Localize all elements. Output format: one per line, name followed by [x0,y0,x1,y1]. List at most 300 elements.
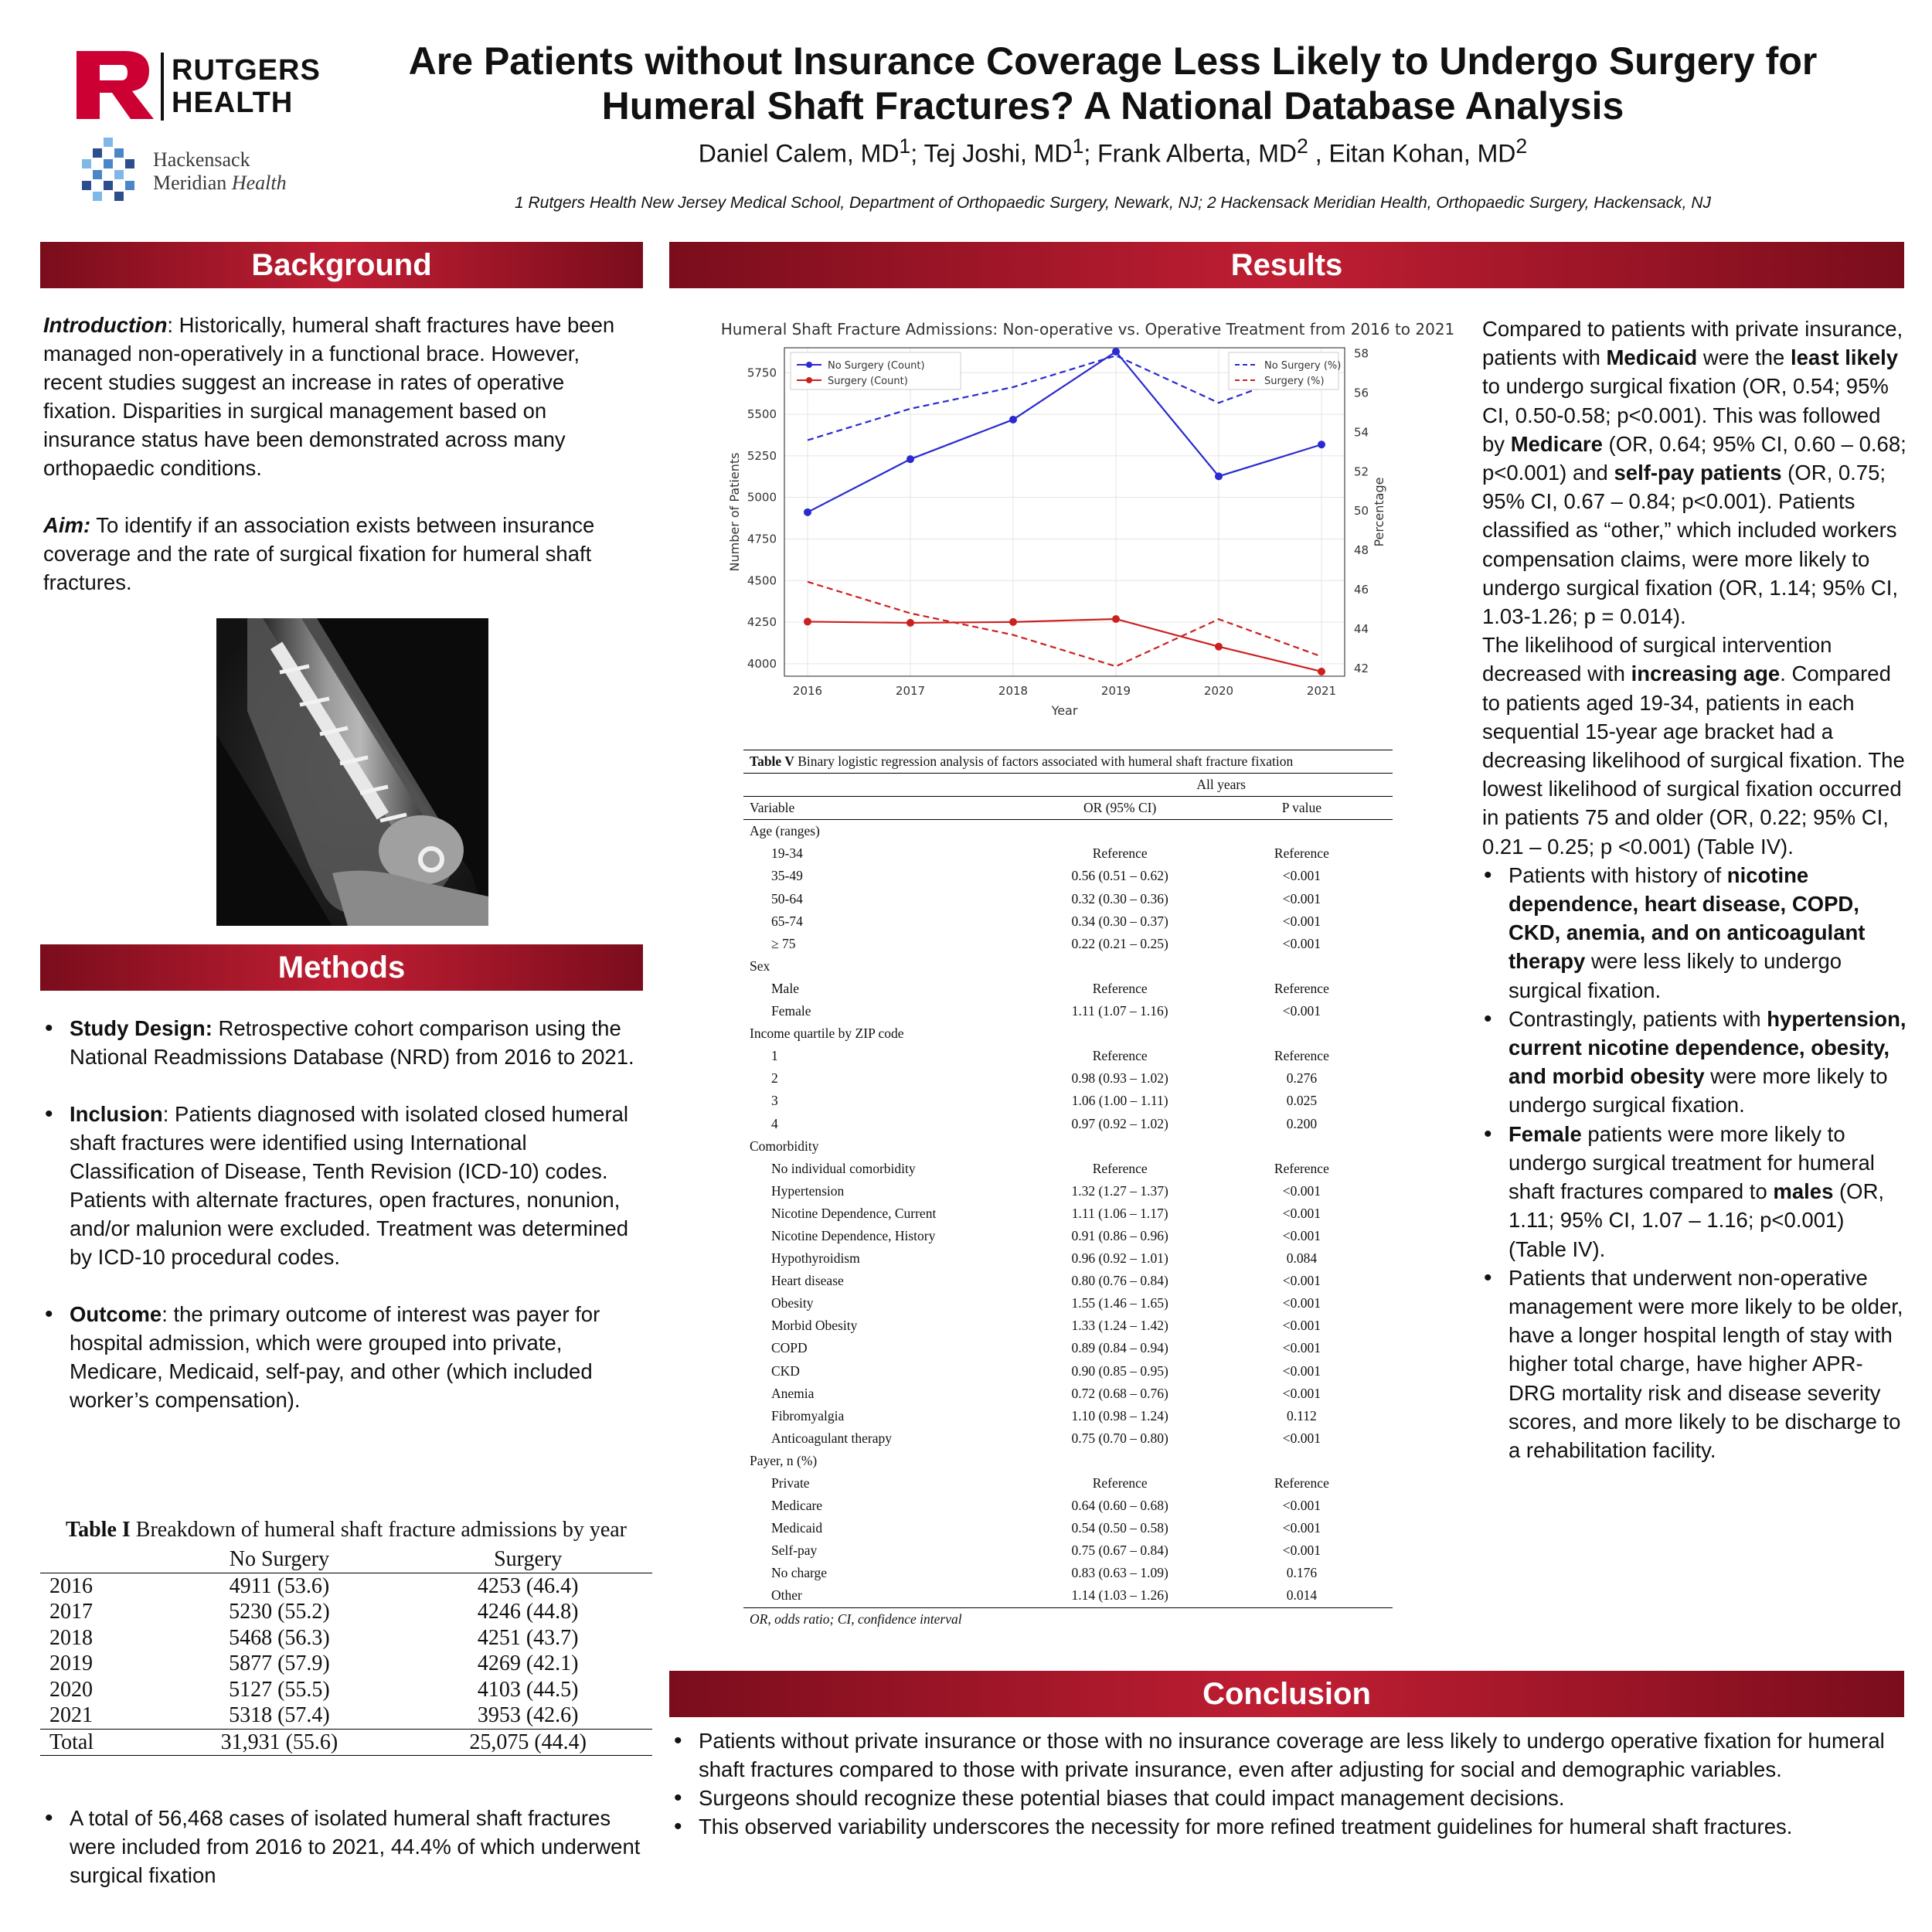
title-line2: Humeral Shaft Fractures? A National Database Analysis [601,84,1624,128]
table-row [40,1677,652,1703]
chart-x-tick-label: 2020 [1203,684,1234,698]
table-5-or: 0.56 (0.51 – 0.62) [1071,868,1168,884]
table-5-or: 0.72 (0.68 – 0.76) [1071,1385,1168,1401]
results-paragraph [1482,631,1907,861]
methods-bullet-text: Retrospective cohort comparison using the National Readmissions Database (NRD) from 2016 to 2021. [70,1016,634,1069]
table-5-or: 1.55 (1.46 – 1.65) [1071,1295,1168,1311]
chart-x-tick-label: 2017 [895,684,926,698]
conclusion-text [672,1726,1909,1841]
table-5-variable: Hypertension [771,1182,845,1199]
results-text-run: to undergo surgical fixation (OR, 0.54; 95% CI, 0.50-0.58; p<0.001). This was followed by [1482,374,1889,456]
chart-y2-tick-label: 48 [1354,543,1369,558]
results-emphasis: hypertension, current nicotine dependence, obesity, and morbid obesity [1509,1006,1906,1089]
table-row [743,1292,1393,1315]
table-row [743,1337,1393,1359]
table-1 [40,1517,652,1756]
table-row [743,842,1393,865]
table-5-variable: Female [771,1003,811,1019]
conclusion-bullet: • Surgeons should recognize these potential biases that could impact management decisions. [672,1784,1909,1812]
table-5-footnote-row [743,1607,1393,1631]
table-row [743,1022,1393,1045]
author-separator: ; [910,139,924,168]
methods-bullet-label: Inclusion [70,1102,163,1126]
table-5-header-cell: Variable [743,797,1029,820]
table-5-pvalue: <0.001 [1282,1205,1321,1221]
results-text-run: Contrastingly, patients with [1509,1006,1767,1031]
table-5-variable: Male [771,980,799,996]
chart-legend-label: No Surgery (Count) [828,360,925,372]
table-5-or: 0.54 (0.50 – 0.58) [1071,1520,1168,1536]
chart-legend-label: Surgery (%) [1264,376,1325,387]
table-5-or: 0.34 (0.30 – 0.37) [1071,913,1168,929]
table-5-pvalue: 0.200 [1286,1115,1318,1131]
table-5-variable: 2 [771,1070,778,1087]
summary-bullet: • A total of 56,468 cases of isolated humeral shaft fractures were included from 2016 to 2021, 44.4% of which underwent surgical fixation [43,1804,646,1889]
table-5-or: 1.32 (1.27 – 1.37) [1071,1182,1168,1199]
table-row [743,1067,1393,1090]
table-row [743,1405,1393,1427]
table-cell: 2020 [49,1677,93,1702]
chart-y2-tick-label: 42 [1354,661,1369,675]
table-1-caption-label: Table I [65,1518,131,1542]
table-5-or: Reference [1092,1160,1148,1176]
table-5-body [743,750,1393,1631]
table-row [743,1113,1393,1135]
table-cell: 5318 (57.4) [229,1703,330,1727]
chart-y-tick-label: 5500 [747,407,777,422]
chart-y2-tick-label: 50 [1354,504,1369,519]
results-emphasis: Medicare [1510,431,1603,456]
table-cell: 5127 (55.5) [229,1677,330,1702]
chart-data-point [1215,643,1223,651]
table-5-pvalue: 0.084 [1286,1250,1318,1267]
conclusion-bullet: • Patients without private insurance or those with no insurance coverage are less likely to undergo operative fixation for humeral shaft fractures compared to those with private insurance, even after adjusting for social and demographic variables. [672,1726,1909,1784]
chart-data-point [1009,416,1017,423]
table-5-pvalue: 0.112 [1287,1407,1317,1423]
table-5-or: 0.96 (0.92 – 1.01) [1071,1250,1168,1267]
author-name: Eitan Kohan, MD [1328,139,1516,168]
table-5-or: Reference [1092,1475,1148,1491]
table-5-pvalue [1211,1135,1393,1158]
chart-legend-label: Surgery (Count) [828,376,908,387]
table-row [40,1702,652,1729]
table-5-pvalue: <0.001 [1282,1003,1321,1019]
author-separator: ; [1083,139,1098,168]
chart-y-tick-label: 4500 [747,573,777,588]
aim-paragraph [43,511,638,597]
table-5-variable: Comorbidity [750,1138,819,1154]
results-text-run: (OR, 0.75; 95% CI, 0.67 – 0.84; p<0.001). Patients classified as “other,” which included workers compensation claims, were more likely to undergo surgical fixation (OR, 1.14; 95% CI, 1.03-1.26; p = 0.014). [1482,461,1899,629]
chart-data-point [1215,472,1223,480]
table-5-pvalue: <0.001 [1282,1520,1321,1536]
table-5-pvalue: 0.025 [1286,1093,1318,1109]
table-5-pvalue: <0.001 [1282,1543,1321,1559]
table-cell: 5230 (55.2) [229,1600,330,1624]
table-5-pvalue: <0.001 [1282,1385,1321,1401]
results-text-run: were the [1697,345,1791,370]
chart-y2-tick-label: 56 [1354,386,1369,400]
table-row [743,1383,1393,1405]
results-emphasis: least likely [1790,345,1899,370]
table-5-pvalue: <0.001 [1282,890,1321,906]
table-5-variable: 65-74 [771,913,803,929]
table-5-or: Reference [1092,980,1148,996]
results-emphasis: Medicaid [1606,345,1698,370]
table-5-or [1029,820,1211,843]
table-5-pvalue: <0.001 [1282,1273,1321,1289]
table-5-variable: 1 [771,1048,778,1064]
chart-y-tick-label: 4750 [747,532,777,546]
results-text-run: (OR, 0.64; 95% CI, 0.60 – 0.68; p<0.001) and [1482,431,1906,485]
table-5-variable: Heart disease [771,1273,844,1289]
methods-bullet [43,1014,646,1071]
methods-header: Methods [40,944,643,991]
table-5-header-cell: P value [1211,797,1393,820]
methods-bullet-text: : Patients diagnosed with isolated closed humeral shaft fractures were identified using International Classification of Disease, Tenth Revision (ICD-10) codes. Patients with alternate fractures, open fractures, nonunion, and/or malunion were excluded. Treatment was determined by ICD-10 procedural codes. [70,1102,629,1269]
chart-y2-tick-label: 46 [1354,583,1369,597]
conclusion-list [672,1726,1909,1841]
table-5-pvalue: Reference [1274,1475,1329,1491]
table-row [743,1158,1393,1180]
table-5-pvalue: <0.001 [1282,1362,1321,1379]
table-5-all-years-row [743,774,1393,797]
table-5-pvalue: <0.001 [1282,1295,1321,1311]
table-5-pvalue: 0.014 [1286,1587,1318,1604]
table-5-or: 0.80 (0.76 – 0.84) [1071,1273,1168,1289]
table-5-variable: Anemia [771,1385,815,1401]
table-row [743,1135,1393,1158]
table-row [743,1450,1393,1472]
chart-plot-frame [784,348,1345,676]
table-5-variable: Nicotine Dependence, History [771,1227,936,1243]
chart-y-tick-label: 5750 [747,366,777,380]
chart-data-point [1318,440,1325,448]
table-row [743,955,1393,978]
author-name: Frank Alberta, MD [1097,139,1297,168]
table-row [743,1517,1393,1539]
hmh-line2a: Meridian [153,172,232,194]
chart-data-point [1112,348,1120,355]
table-5-all-years: All years [1196,777,1246,793]
table-row [743,1202,1393,1225]
results-text-run: Compared to patients with private insurance, patients with [1482,317,1903,370]
table-5-pvalue: <0.001 [1282,1182,1321,1199]
table-5-variable: ≥ 75 [771,935,796,951]
chart-y2-tick-label: 58 [1354,346,1369,361]
results-emphasis: increasing age [1631,662,1781,686]
chart-data-point [1009,618,1017,626]
table-row [743,1045,1393,1067]
table-5-footnote: OR, odds ratio; CI, confidence interval [743,1607,1393,1631]
table-5-variable: Nicotine Dependence, Current [771,1205,937,1221]
table-5-or [1029,955,1211,978]
table-5-header-row [743,797,1393,820]
table-5-or: 0.83 (0.63 – 1.09) [1071,1565,1168,1581]
chart-x-tick-label: 2019 [1100,684,1131,698]
aim-label: Aim: [43,513,91,537]
table-row [743,910,1393,933]
table-5-or: 0.97 (0.92 – 1.02) [1071,1115,1168,1131]
results-bullet [1482,1120,1907,1264]
conclusion-bullet: • This observed variability underscores the necessity for more refined treatment guidelines for humeral shaft fractures. [672,1812,1909,1841]
table-5-or: 1.33 (1.24 – 1.42) [1071,1318,1168,1334]
chart-y2-axis-label: Percentage [1372,477,1386,547]
results-bullet-list [1482,861,1907,1464]
table-5-caption-label: Table V [750,753,794,769]
table-cell: 2017 [49,1600,93,1624]
table-5-variable: Medicaid [771,1520,823,1536]
chart-y-tick-label: 4000 [747,656,777,671]
background-header: Background [40,242,643,288]
table-5-pvalue [1211,955,1393,978]
chart-legend-label: No Surgery (%) [1264,360,1342,372]
table-1-body [40,1573,652,1756]
table-5-variable: Obesity [771,1295,814,1311]
table-cell: 4246 (44.8) [477,1600,579,1624]
table-cell: 2019 [49,1651,93,1675]
rutgers-health-wordmark [172,54,321,119]
table-row [743,933,1393,955]
chart-svg [672,313,1461,730]
table-5-pvalue [1211,820,1393,843]
table-cell: 4269 (42.1) [477,1651,579,1675]
table-5-pvalue: <0.001 [1282,1340,1321,1356]
table-row [40,1651,652,1677]
table-5-or: 0.89 (0.84 – 0.94) [1071,1340,1168,1356]
author-affiliation-number: 1 [1072,134,1084,158]
author-affiliation-number: 1 [899,134,911,158]
chart-x-tick-label: 2016 [792,684,823,698]
table-row [40,1599,652,1625]
conclusion-header: Conclusion [669,1671,1904,1717]
table-5-variable: Private [771,1475,810,1491]
table-5-pvalue: <0.001 [1282,1227,1321,1243]
hackensack-logo-icon [77,138,141,201]
table-5-pvalue: <0.001 [1282,1430,1321,1446]
aim-text: To identify if an association exists between insurance coverage and the rate of surgical fixation for humeral shaft fractures. [43,513,595,594]
table-5-variable: Income quartile by ZIP code [750,1026,904,1042]
chart-y-tick-label: 4250 [747,615,777,630]
table-row [743,820,1393,843]
table-5-pvalue: <0.001 [1282,868,1321,884]
table-row [743,1000,1393,1022]
table-row [743,1225,1393,1247]
table-row [743,1090,1393,1112]
background-text [43,311,638,625]
table-row [743,1247,1393,1270]
table-5-pvalue: <0.001 [1282,1318,1321,1334]
table-row [743,1427,1393,1450]
table-5-caption [743,750,1393,774]
table-5-or: 0.75 (0.67 – 0.84) [1071,1543,1168,1559]
rutgers-r-logo [73,48,158,122]
chart-data-point [906,455,914,463]
results-text-run: patients were more likely to undergo surgical treatment for humeral shaft fractures compared to [1509,1121,1875,1204]
chart-y2-tick-label: 54 [1354,425,1369,440]
table-1-caption [40,1517,652,1546]
chart-x-tick-label: 2021 [1306,684,1337,698]
table-5-pvalue: 0.276 [1286,1070,1318,1087]
table-5-or [1029,1022,1211,1045]
table-5 [743,750,1393,1631]
table-5-pvalue: <0.001 [1282,913,1321,929]
results-bullet [1482,861,1907,1005]
chart-data-point [804,617,811,625]
methods-bullet [43,1300,646,1414]
table-row [743,865,1393,887]
table-5-variable: 3 [771,1093,778,1109]
table-row [743,888,1393,910]
table-5-or: 1.06 (1.00 – 1.11) [1071,1093,1168,1109]
affiliations: 1 Rutgers Health New Jersey Medical School, Department of Orthopaedic Surgery, Newark, NJ; 2 Hackensack Meridian Health, Orthopaedic Surgery, Hackensack, NJ [514,194,1712,212]
intro-text: : Historically, humeral shaft fractures have been managed non-operatively in a functional brace. However, recent studies suggest an increase in rates of operative fixation. Disparities in surgical management based on insurance status have been demonstrated across many orthopaedic conditions. [43,313,615,480]
poster-title [340,39,1886,128]
results-emphasis: nicotine dependence, heart disease, COPD, CKD, anemia, and on anticoagulant therapy [1509,862,1866,974]
table-5-or: 0.22 (0.21 – 0.25) [1071,935,1168,951]
table-5-variable: Hypothyroidism [771,1250,860,1267]
table-5-or: 0.32 (0.30 – 0.36) [1071,890,1168,906]
table-row [743,1562,1393,1584]
author-affiliation-number: 2 [1515,134,1528,158]
hmh-line2b: Health [231,172,287,194]
table-5-variable: Payer, n (%) [750,1452,818,1468]
chart-y-tick-label: 5000 [747,490,777,505]
chart-data-point [1318,668,1325,675]
table-5-pvalue: Reference [1274,845,1329,862]
table-cell: 4103 (44.5) [477,1677,579,1702]
table-5-pvalue: <0.001 [1282,935,1321,951]
table-5-or: 1.11 (1.07 – 1.16) [1071,1003,1168,1019]
table-5-or: 0.91 (0.86 – 0.96) [1071,1227,1168,1243]
table-5-or: 0.98 (0.93 – 1.02) [1071,1070,1168,1087]
table-row [743,1360,1393,1383]
table-1-header-row [40,1546,652,1573]
table-row [743,1584,1393,1607]
table-cell: 5877 (57.9) [229,1651,330,1675]
results-emphasis: males [1773,1179,1834,1204]
chart-data-point [804,509,811,516]
admissions-chart [672,313,1461,730]
table-5-variable: CKD [771,1362,800,1379]
table-row [40,1625,652,1651]
results-text-run: Patients that underwent non-operative management were more likely to be older, have a longer hospital length of stay with higher total charge, have higher APR-DRG mortality risk and disease severity scores, and more likely to be discharge to a rehabilitation facility. [1509,1265,1903,1462]
table-5-pvalue [1211,1450,1393,1472]
table-5-variable: Morbid Obesity [771,1318,858,1334]
table-1-caption-text: Breakdown of humeral shaft fracture admissions by year [130,1518,628,1542]
chart-data-point [906,619,914,627]
table-cell: Total [40,1729,155,1756]
table-5-or: 0.90 (0.85 – 0.95) [1071,1362,1168,1379]
table-5-caption-row [743,750,1393,774]
rutgers-wordmark-line1: RUTGERS [172,54,321,87]
summary-text [43,1804,646,1918]
results-text-run: Patients with history of [1509,862,1727,887]
chart-legend-marker [806,362,812,368]
table-cell: 3953 (42.6) [477,1703,579,1727]
results-bullet [1482,1264,1907,1464]
results-paragraph [1482,315,1907,631]
author-list [340,131,1886,168]
table-5-variable: Medicare [771,1498,823,1514]
table-5-variable: Other [771,1587,802,1604]
table-cell: 5468 (56.3) [229,1625,330,1650]
table-5-caption-text: Binary logistic regression analysis of factors associated with humeral shaft fracture fixation [794,753,1294,769]
chart-x-axis-label: Year [1051,703,1078,718]
table-cell: 4253 (46.4) [477,1573,579,1598]
table-5-variable: Fibromyalgia [771,1407,845,1423]
author-name: Tej Joshi, MD [923,139,1073,168]
results-emphasis: self-pay patients [1614,461,1782,485]
table-row [743,1180,1393,1202]
table-5-or: Reference [1092,845,1148,862]
author-name: Daniel Calem, MD [698,139,900,168]
table-1-header-cell: No Surgery [155,1546,404,1573]
chart-y2-tick-label: 44 [1354,621,1369,636]
table-cell: 25,075 (44.4) [403,1729,652,1756]
table-5-variable: No individual comorbidity [771,1160,916,1176]
hmh-line1: Hackensack [153,148,250,171]
table-row [743,1270,1393,1292]
table-5-variable: Sex [750,957,770,974]
table-row [743,1539,1393,1562]
methods-bullet [43,1100,646,1271]
chart-legend-marker [806,377,812,383]
xray-image [216,618,488,926]
results-emphasis: Female [1509,1121,1582,1146]
table-5-or: 1.14 (1.03 – 1.26) [1071,1587,1168,1604]
table-cell: 4251 (43.7) [477,1625,579,1650]
table-row [40,1573,652,1599]
table-5-variable: No charge [771,1565,828,1581]
rutgers-wordmark-line2: HEALTH [172,87,294,119]
hackensack-wordmark [153,148,287,195]
introduction-paragraph [43,311,638,482]
methods-bullet-label: Outcome [70,1302,162,1326]
table-5-pvalue [1211,1022,1393,1045]
table-5-variable: Age (ranges) [750,823,820,839]
results-text-run: The likelihood of surgical intervention decreased with [1482,633,1832,686]
results-text-run: were less likely to undergo surgical fixation. [1509,949,1842,1002]
table-5-or [1029,1450,1211,1472]
table-5-pvalue: Reference [1274,1048,1329,1064]
table-5-header-cell: OR (95% CI) [1029,797,1211,820]
table-cell: 31,931 (55.6) [155,1729,404,1756]
table-1-header-cell [40,1546,155,1573]
methods-bullet-label: Study Design: [70,1016,213,1040]
table-1-header-cell: Surgery [403,1546,652,1573]
table-5-or: 0.64 (0.60 – 0.68) [1071,1498,1168,1514]
table-5-or: 0.75 (0.70 – 0.80) [1071,1430,1168,1446]
table-5-or: Reference [1092,1048,1148,1064]
results-text [1482,315,1907,1464]
table-5-variable: 35-49 [771,868,803,884]
logo-divider [161,53,164,121]
table-5-variable: Self-pay [771,1543,818,1559]
table-row [743,1315,1393,1337]
title-line1: Are Patients without Insurance Coverage Less Likely to Undergo Surgery for [408,39,1818,83]
table-5-variable: Anticoagulant therapy [771,1430,892,1446]
table-cell: 2021 [49,1703,93,1727]
table-cell: 2018 [49,1625,93,1650]
table-5-or: 1.10 (0.98 – 1.24) [1071,1407,1168,1423]
table-5-pvalue: 0.176 [1286,1565,1318,1581]
results-bullet [1482,1005,1907,1120]
table-5-pvalue: Reference [1274,1160,1329,1176]
results-text-run: (OR, 1.11; 95% CI, 1.07 – 1.16; p<0.001) (Table IV). [1509,1179,1885,1261]
methods-bullet-text: : the primary outcome of interest was payer for hospital admission, which were grouped into private, Medicare, Medicaid, self-pay, and other (which included worker’s compensation). [70,1302,600,1412]
table-1-total-row [40,1729,652,1756]
xray-illustration [216,618,488,926]
